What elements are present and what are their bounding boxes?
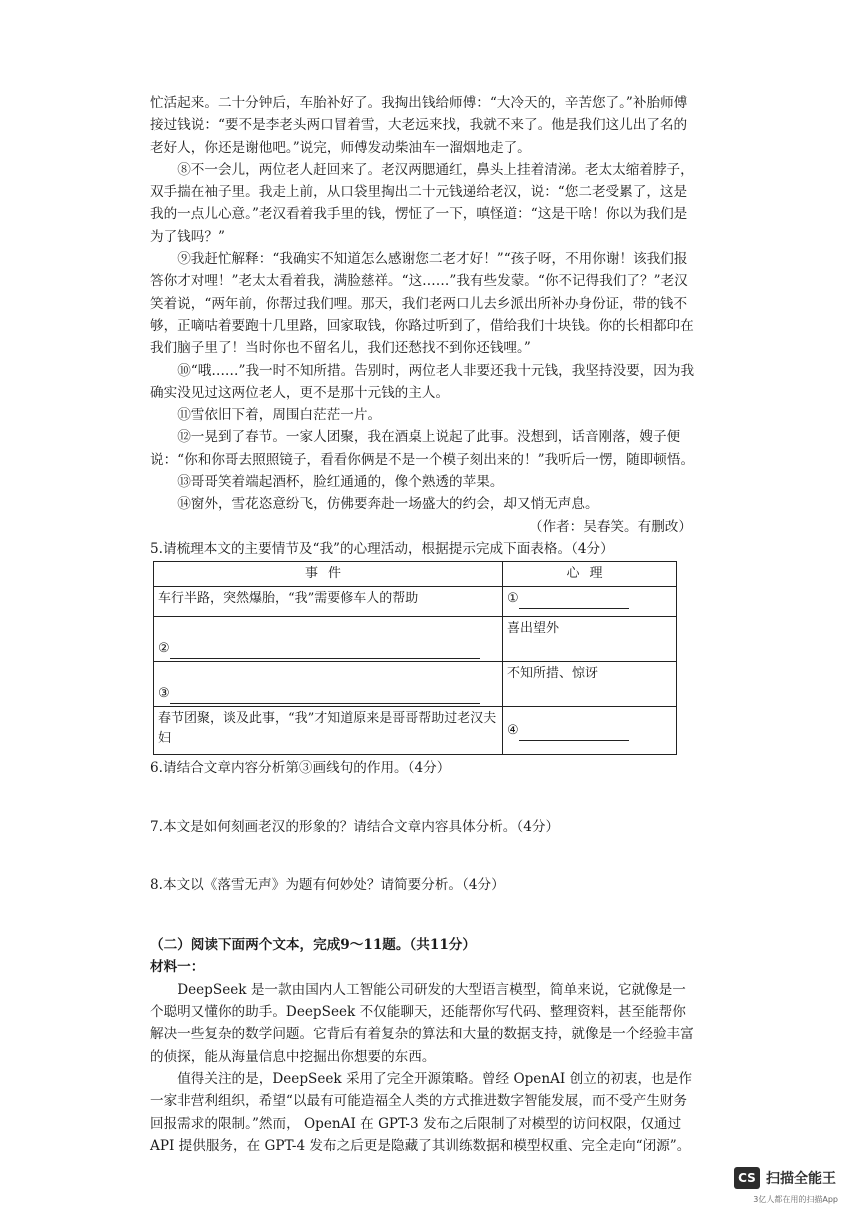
- table-cell-event: 车行半路，突然爆胎，“我”需要修车人的帮助: [154, 587, 503, 617]
- table-cell-mind: ①: [503, 587, 677, 617]
- section-2-title: （二）阅读下面两个文本，完成9～11题。（共11分）: [150, 937, 476, 954]
- table-header-mind: 心理: [503, 562, 677, 587]
- question-8: 8.本文以《落雪无声》为题有何妙处？请简要分析。（4分）: [150, 876, 505, 893]
- question-5: 5.请梳理本文的主要情节及“我”的心理活动，根据提示完成下面表格。（4分）: [150, 540, 614, 557]
- story-paragraph: ⑧不一会儿，两位老人赶回来了。老汉两腮通红，鼻头上挂着清涕。老太太缩着脖子，双手揣在袖子里。我走上前，从口袋里掏出二十元钱递给老汉，说：“您二老受累了，这是我的一点儿心意。”老汉看着我手里的钱，愣怔了一下，嗔怪道：“这是干啥！你以为我们是为了钱吗？”: [150, 161, 694, 245]
- question-6: 6.请结合文章内容分析第③画线句的作用。（4分）: [150, 760, 451, 777]
- scanner-logo-icon: CS: [734, 1167, 760, 1189]
- story-paragraph: ⑪雪依旧下着，周围白茫茫一片。: [177, 407, 382, 424]
- author-credit: （作者：吴春笑。有删改）: [528, 518, 692, 535]
- table-header-event: 事件: [154, 562, 503, 587]
- table-cell-mind: 喜出望外: [503, 617, 677, 662]
- scanner-name: 扫描全能王: [766, 1171, 836, 1187]
- material-paragraph: DeepSeek 是一款由国内人工智能公司研发的大型语言模型，简单来说，它就像是一个聪明又懂你的助手。DeepSeek 不仅能聊天，还能帮你写代码、整理资料，甚至能帮你解决一些复杂的数学问题。它背后有着复杂的算法和大量的数据支持，就像是一个经验丰富的侦探，能从海量信息中挖掘出你想要的东西。: [150, 981, 694, 1065]
- table-cell-event: ②: [154, 617, 503, 662]
- answer-blank[interactable]: [519, 594, 629, 609]
- table-cell-event: 春节团聚，谈及此事，“我”才知道原来是哥哥帮助过老汉夫妇: [154, 707, 503, 755]
- story-paragraph: ⑨我赶忙解释：“我确实不知道怎么感谢您二老才好！”“孩子呀，不用你谢！该我们报答你才对哩！”老太太看着我，满脸慈祥。“这……”我有些发蒙。“你不记得我们了？”老汉笑着说，“两年前，你帮过我们哩。那天，我们老两口儿去乡派出所补办身份证，带的钱不够，正嘀咕着要跑十几里路，回家取钱，你路过听到了，借给我们十块钱。你的长相都印在我们脑子里了！当时你也不留名儿，我们还愁找不到你还钱哩。”: [150, 251, 694, 357]
- exam-content: [150, 92, 698, 1157]
- story-paragraph: ⑩“哦……”我一时不知所措。告别时，两位老人非要还我十元钱，我坚持没要，因为我确实没见过这两位老人，更不是那十元钱的主人。: [150, 362, 695, 401]
- question-7: 7.本文是如何刻画老汉的形象的？请结合文章内容具体分析。（4分）: [150, 818, 560, 835]
- plot-table: [153, 561, 677, 755]
- table-cell-mind: 不知所措、惊讶: [503, 662, 677, 707]
- material-label: 材料一：: [150, 959, 205, 976]
- answer-blank[interactable]: [519, 726, 629, 741]
- answer-blank[interactable]: [170, 644, 480, 659]
- story-paragraph: ⑬哥哥笑着端起酒杯，脸红通通的，像个熟透的苹果。: [177, 474, 504, 491]
- table-cell-mind: ④: [503, 707, 677, 755]
- story-paragraph: ⑫一晃到了春节。一家人团聚，我在酒桌上说起了此事。没想到，话音刚落，嫂子便说：“你和你哥去照照镜子，看看你俩是不是一个模子刻出来的！”我听后一愣，随即顿悟。: [150, 429, 695, 468]
- table-cell-event: ③: [154, 662, 503, 707]
- story-paragraph: 忙活起来。二十分钟后，车胎补好了。我掏出钱给师傅：“大冷天的，辛苦您了。”补胎师傅接过钱说：“要不是李老头两口冒着雪，大老远来找，我就不来了。他是我们这儿出了名的老好人，你还是谢他吧。”说完，师傅发动柴油车一溜烟地走了。: [150, 95, 688, 156]
- scanner-watermark: [734, 1167, 836, 1189]
- scanner-tagline: 3亿人都在用的扫描App: [753, 1195, 838, 1204]
- story-paragraph: ⑭窗外，雪花恣意纷飞，仿佛要奔赴一场盛大的约会，却又悄无声息。: [177, 496, 599, 513]
- answer-blank[interactable]: [170, 689, 480, 704]
- material-paragraph: 值得关注的是，DeepSeek 采用了完全开源策略。曾经 OpenAI 创立的初衷，也是作一家非营利组织，希望“以最有可能造福全人类的方式推进数字智能发展，而不受产生财务回报需求的限制。”然而， OpenAI 在 GPT-3 发布之后限制了对模型的访问权限，仅通过 API 提供服务，在 GPT-4 发布之后更是隐藏了其训练数据和模型权重、完全走向“闭源”。: [150, 1070, 692, 1154]
